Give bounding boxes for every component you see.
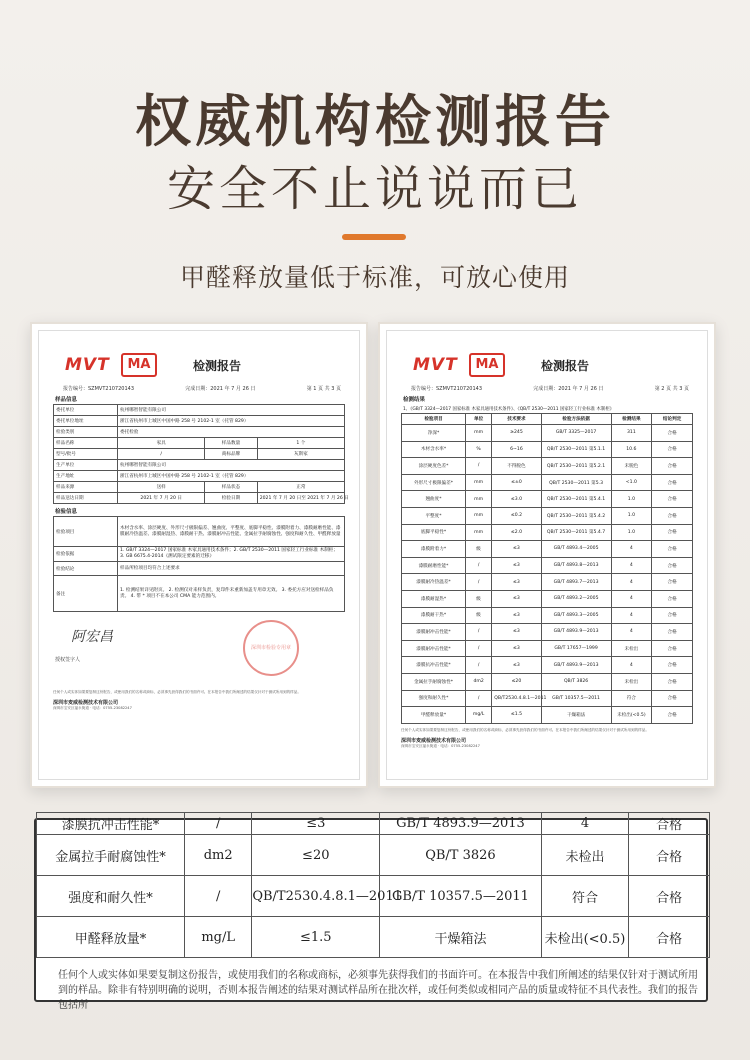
table-cell: 合格 xyxy=(652,557,693,574)
table-cell: 4 xyxy=(611,624,652,641)
table-cell: ≤3 xyxy=(492,640,541,657)
table-cell: 1.0 xyxy=(611,507,652,524)
table-cell: 合格 xyxy=(652,590,693,607)
report-date: 完成日期：2021 年 7 月 26 日 xyxy=(533,386,604,392)
table-cell: 漆膜附着力* xyxy=(402,541,466,558)
tagline: 甲醛释放量低于标准，可放心使用 xyxy=(179,263,570,292)
company-name: 深圳市麦威检测技术有限公司 xyxy=(401,737,467,744)
table-row xyxy=(54,405,345,416)
table-row xyxy=(54,471,345,482)
table-cell: QB/T 3826 xyxy=(380,835,542,876)
report-header xyxy=(401,353,693,379)
table-cell: GB/T 4893.9—2013 xyxy=(380,813,542,835)
standard-line: 1、《GB/T 3324—2017 国家标准 木家具通用技术条件》、《QB/T 2530—2011 国家轻工行业标准 木制柜》 xyxy=(403,407,614,412)
table-cell: 甲醛释放量* xyxy=(37,917,185,958)
test-section-label: 检验信息 xyxy=(55,509,78,515)
table-cell: / xyxy=(466,690,492,707)
report-number: 报告编号：SZMVT210720143 xyxy=(411,386,483,392)
table-cell: 级 xyxy=(466,590,492,607)
table-cell: 干燥箱法 xyxy=(541,707,611,724)
table-cell: 合格 xyxy=(652,541,693,558)
zoomed-results-table xyxy=(36,812,710,958)
table-cell: mm xyxy=(466,507,492,524)
table-cell: <1.0 xyxy=(611,474,652,491)
table-cell: 漆膜耐冲击性能* xyxy=(402,624,466,641)
table-cell: mg/L xyxy=(185,917,252,958)
table-cell: ≤3 xyxy=(492,624,541,641)
table-cell: 2021 年 7 月 20 日至 2021 年 7 月 26 日 xyxy=(257,493,344,504)
table-row xyxy=(54,427,345,438)
table-header-row xyxy=(402,414,693,425)
table-cell: 合格 xyxy=(652,458,693,475)
table-cell: 单位 xyxy=(466,414,492,425)
table-cell: 未检出 xyxy=(611,640,652,657)
table-row xyxy=(402,657,693,674)
table-cell: 级 xyxy=(466,607,492,624)
table-cell: 4 xyxy=(611,574,652,591)
table-cell: 委托单位 xyxy=(54,405,118,416)
table-cell: 未检出 xyxy=(611,673,652,690)
table-cell: ≤3 xyxy=(492,607,541,624)
table-row xyxy=(402,491,693,508)
table-row xyxy=(402,524,693,541)
table-row xyxy=(402,690,693,707)
table-cell: GB/T 4893.9—2013 xyxy=(541,624,611,641)
report-meta xyxy=(63,385,341,392)
table-cell: 合格 xyxy=(652,507,693,524)
table-row xyxy=(402,707,693,724)
report-title: 检测报告 xyxy=(541,359,590,373)
mvt-logo: MVT xyxy=(413,355,458,375)
table-row xyxy=(402,640,693,657)
page-title: 权威机构检测报告 xyxy=(135,90,615,155)
signature-area xyxy=(53,616,345,686)
report-date: 完成日期：2021 年 7 月 26 日 xyxy=(185,386,256,392)
table-cell: 检验类别 xyxy=(54,427,118,438)
table-cell: 合格 xyxy=(652,425,693,442)
table-row xyxy=(402,590,693,607)
hero-section xyxy=(0,0,750,300)
table-cell: 家具 xyxy=(118,438,205,449)
table-row xyxy=(37,876,710,917)
table-cell: 漆膜耐湿热* xyxy=(402,590,466,607)
table-cell: 样品状态 xyxy=(205,482,257,493)
disclaimer: 任何个人或实体如果要复制这份报告，或使用我们的名称或商标，必须事先获得我们的书面许可。在本报告中我们所阐述的结果仅针对于测试所用到的样品。 xyxy=(401,727,649,732)
table-cell: ≤20 xyxy=(252,835,380,876)
report-title: 检测报告 xyxy=(193,359,242,373)
table-row xyxy=(37,917,710,958)
table-cell: 漆膜耐冷热温差* xyxy=(402,574,466,591)
table-cell: 外形尺寸极限偏差* xyxy=(402,474,466,491)
table-cell: ≤20 xyxy=(492,673,541,690)
table-cell: mm xyxy=(466,474,492,491)
table-cell: 翘曲度* xyxy=(402,491,466,508)
table-cell: GB/T 4893.8—2013 xyxy=(541,557,611,574)
table-cell: 备注 xyxy=(54,576,118,612)
table-cell: / xyxy=(185,876,252,917)
table-row xyxy=(54,547,345,562)
table-cell: 10.6 xyxy=(611,441,652,458)
table-cell: 杭州哪智智能有限公司 xyxy=(118,460,345,471)
signature: 阿宏昌 xyxy=(71,629,113,645)
table-cell: 1.0 xyxy=(611,524,652,541)
table-cell: ≥245 xyxy=(492,425,541,442)
table-cell: GB/T 4893.2—2005 xyxy=(541,590,611,607)
table-row xyxy=(402,574,693,591)
table-cell: 4 xyxy=(611,657,652,674)
results-table xyxy=(401,413,693,724)
report-page-2 xyxy=(378,322,716,788)
table-row xyxy=(54,460,345,471)
table-cell: ≤±0 xyxy=(492,474,541,491)
table-cell: 样品送达日期 xyxy=(54,493,118,504)
table-cell: 未检出(<0.5) xyxy=(611,707,652,724)
table-cell: 技术要求 xyxy=(492,414,541,425)
table-cell: 符合 xyxy=(611,690,652,707)
table-cell: 检测结果 xyxy=(611,414,652,425)
table-row xyxy=(54,482,345,493)
table-cell: 检验项目 xyxy=(54,517,118,547)
table-row xyxy=(37,835,710,876)
table-cell: QB/T 2530—2011 第5.4.1 xyxy=(541,491,611,508)
report-header xyxy=(53,353,345,379)
company-contact: 深圳市宝安区福永街道 · 电话：0755-23082247 xyxy=(53,706,132,710)
table-cell: 合格 xyxy=(652,657,693,674)
table-cell: QB/T 3826 xyxy=(541,673,611,690)
table-cell: 合格 xyxy=(652,607,693,624)
table-row xyxy=(37,813,710,835)
table-cell: 正常 xyxy=(257,482,344,493)
table-cell: 强度和耐久性* xyxy=(37,876,185,917)
table-cell: 检验结论 xyxy=(54,562,118,576)
table-cell: 委托单位地址 xyxy=(54,416,118,427)
table-cell: 4 xyxy=(611,590,652,607)
table-cell: 4 xyxy=(611,541,652,558)
table-cell: 1. 检测结果详见附页。 2. 检测仅对来样负责，复印件未重新加盖专用章无效。 3. 委托方应对送检样品负责。 4. 带 * 项目不在本公司 CMA 能力范围内。 xyxy=(118,576,345,612)
table-cell: dm2 xyxy=(466,673,492,690)
table-cell: 合格 xyxy=(629,813,710,835)
table-row xyxy=(402,607,693,624)
table-cell: QB/T 2530—2011 第5.1.1 xyxy=(541,441,611,458)
table-cell: ≤1.5 xyxy=(492,707,541,724)
table-cell: 灰斯家 xyxy=(257,449,344,460)
table-cell: mm xyxy=(466,425,492,442)
table-row xyxy=(54,493,345,504)
table-row xyxy=(402,624,693,641)
table-cell: / xyxy=(466,458,492,475)
table-row xyxy=(54,416,345,427)
table-cell: 木材含水率* xyxy=(402,441,466,458)
table-cell: / xyxy=(466,574,492,591)
table-cell: 合格 xyxy=(652,491,693,508)
table-cell: 合格 xyxy=(652,673,693,690)
table-cell: 样品来源 xyxy=(54,482,118,493)
table-cell: ≤3 xyxy=(492,657,541,674)
table-cell: 样品所检项目均符合上述要求 xyxy=(118,562,345,576)
report-page-1 xyxy=(30,322,368,788)
table-cell: 4 xyxy=(611,557,652,574)
table-cell: 符合 xyxy=(541,876,628,917)
table-cell: 未检出(<0.5) xyxy=(541,917,628,958)
table-cell: 不得脱色 xyxy=(492,458,541,475)
table-cell: ≤1.5 xyxy=(252,917,380,958)
table-cell: GB/T 4893.7—2013 xyxy=(541,574,611,591)
report-page: 第 1 页 共 3 页 xyxy=(306,386,341,392)
table-row xyxy=(402,474,693,491)
table-cell: 送样 xyxy=(118,482,205,493)
table-cell: 强度和耐久性* xyxy=(402,690,466,707)
table-cell: mm xyxy=(466,524,492,541)
table-cell: 生产地址 xyxy=(54,471,118,482)
table-cell: GB/T 4893.3—2005 xyxy=(541,607,611,624)
table-cell: 级 xyxy=(466,541,492,558)
report-number: 报告编号：SZMVT210720143 xyxy=(63,386,135,392)
table-cell: 合格 xyxy=(652,624,693,641)
table-cell: 2021 年 7 月 20 日 xyxy=(118,493,205,504)
table-cell: QB/T 2530—2011 第5.3 xyxy=(541,474,611,491)
table-cell: 平整度* xyxy=(402,507,466,524)
table-cell: 漆膜抗冲击性能* xyxy=(37,813,185,835)
table-cell: GB/T 10357.5—2011 xyxy=(380,876,542,917)
table-cell: 检验方法依据 xyxy=(541,414,611,425)
table-cell: 6~16 xyxy=(492,441,541,458)
table-cell: 1. GB/T 3324—2017 国家标准 木家具通用技术条件；2. GB/T 2530—2011 国家轻工行业标准 木制柜；3. GB 6675.4-2014《测试限定要素的迁移》 xyxy=(118,547,345,562)
table-cell: 未检出 xyxy=(541,835,628,876)
table-cell: 浙江省杭州市上城区中国中路 258 号 2102-1 室（托管 829） xyxy=(118,471,345,482)
table-cell: GB/T 3325—2017 xyxy=(541,425,611,442)
table-cell: 浙江省杭州市上城区中国中路 258 号 2102-1 室（托管 829） xyxy=(118,416,345,427)
zoomed-disclaimer: 任何个人或实体如果要复制这份报告，或使用我们的名称或商标，必须事先获得我们的书面许可。在本报告中我们所阐述的结果仅针对于测试所用到的样品。除非有特别明确的说明，否则本报告阐述的结果对测试样品所在批次样，或任何类似或相同产品的质量或特征不具代表性。我们的报告包括所 xyxy=(58,970,698,1011)
table-row xyxy=(402,507,693,524)
table-cell: 检验日期 xyxy=(205,493,257,504)
table-cell: 合格 xyxy=(652,474,693,491)
table-cell: 漆膜耐冲击性能* xyxy=(402,640,466,657)
table-cell: GB/T 17657—1999 xyxy=(541,640,611,657)
table-cell: / xyxy=(466,657,492,674)
table-cell: 底脚平稳性* xyxy=(402,524,466,541)
table-cell: mg/L xyxy=(466,707,492,724)
table-row xyxy=(402,557,693,574)
company-contact: 深圳市宝安区福永街道 · 电话：0755-23082247 xyxy=(401,743,480,748)
table-cell: GB/T 10357.5—2011 xyxy=(541,690,611,707)
zoomed-results xyxy=(34,816,708,1011)
official-stamp: 深圳市检验专用章 xyxy=(243,620,299,676)
table-cell: QB/T2530.4.8.1—2011 xyxy=(252,876,380,917)
table-cell: 未脱色 xyxy=(611,458,652,475)
table-cell: 合格 xyxy=(652,574,693,591)
table-cell: 合格 xyxy=(652,707,693,724)
test-info-table xyxy=(53,516,345,612)
table-cell: 4 xyxy=(611,607,652,624)
report-meta xyxy=(411,385,689,392)
table-cell: 1 个 xyxy=(257,438,344,449)
table-cell: ≤3 xyxy=(252,813,380,835)
table-cell: 杭州哪智智能有限公司 xyxy=(118,405,345,416)
table-row xyxy=(402,458,693,475)
sample-section-label: 样品信息 xyxy=(55,397,78,403)
table-row xyxy=(54,438,345,449)
table-cell: 净深* xyxy=(402,425,466,442)
table-cell: 样品名称 xyxy=(54,438,118,449)
page-subtitle: 安全不止说说而已 xyxy=(166,161,583,217)
table-cell: 漆膜耐磨性能* xyxy=(402,557,466,574)
cma-logo: MA xyxy=(121,353,157,377)
table-cell: 样品数量 xyxy=(205,438,257,449)
results-section-label: 检测结果 xyxy=(403,397,426,403)
company-name: 深圳市麦威检测技术有限公司 xyxy=(53,700,119,706)
table-cell: 311 xyxy=(611,425,652,442)
table-cell: 生产单位 xyxy=(54,460,118,471)
table-cell: 合格 xyxy=(652,640,693,657)
table-cell: 商标品牌 xyxy=(205,449,257,460)
table-cell: QB/T 2530—2011 第5.2.1 xyxy=(541,458,611,475)
table-cell: ≤2.0 xyxy=(492,524,541,541)
sample-info-table xyxy=(53,404,349,504)
table-row xyxy=(402,441,693,458)
accent-divider xyxy=(342,234,406,240)
table-cell: 合格 xyxy=(652,690,693,707)
table-cell: 干燥箱法 xyxy=(380,917,542,958)
table-cell: / xyxy=(466,624,492,641)
report-page: 第 2 页 共 3 页 xyxy=(654,386,689,392)
table-row xyxy=(402,673,693,690)
table-cell: / xyxy=(118,449,205,460)
table-cell: ≤3 xyxy=(492,557,541,574)
table-cell: 甲醛释放量* xyxy=(402,707,466,724)
table-cell: 合格 xyxy=(629,835,710,876)
table-row xyxy=(54,576,345,612)
table-cell: QB/T2530.4.8.1—2011 xyxy=(492,690,541,707)
table-cell: / xyxy=(185,813,252,835)
table-cell: 金属拉手耐腐蚀性* xyxy=(37,835,185,876)
table-row xyxy=(54,562,345,576)
cma-logo: MA xyxy=(469,353,505,377)
table-cell: 涂层硬度色差* xyxy=(402,458,466,475)
table-cell: 1.0 xyxy=(611,491,652,508)
table-cell: 漆膜耐干热* xyxy=(402,607,466,624)
table-cell: ≤3 xyxy=(492,541,541,558)
table-cell: % xyxy=(466,441,492,458)
table-row xyxy=(54,517,345,547)
table-cell: 型号/批号 xyxy=(54,449,118,460)
mvt-logo: MVT xyxy=(65,355,110,375)
table-cell: 4 xyxy=(541,813,628,835)
table-row xyxy=(54,449,345,460)
table-cell: dm2 xyxy=(185,835,252,876)
table-cell: ≤3.0 xyxy=(492,491,541,508)
table-cell: ≤3 xyxy=(492,574,541,591)
table-cell: ≤3 xyxy=(492,590,541,607)
table-cell: GB/T 4893.9—2013 xyxy=(541,657,611,674)
table-cell: 检验项目 xyxy=(402,414,466,425)
table-cell: 漆膜抗冲击性能* xyxy=(402,657,466,674)
table-cell: 结论判定 xyxy=(652,414,693,425)
table-cell: QB/T 2530—2011 第5.4.7 xyxy=(541,524,611,541)
signer-label: 授权签字人 xyxy=(55,657,81,663)
table-cell: 合格 xyxy=(652,524,693,541)
table-cell: 合格 xyxy=(652,441,693,458)
table-cell: mm xyxy=(466,491,492,508)
table-cell: 合格 xyxy=(629,917,710,958)
table-cell: / xyxy=(466,557,492,574)
table-row xyxy=(402,541,693,558)
table-cell: 委托检验 xyxy=(118,427,345,438)
table-row xyxy=(402,425,693,442)
table-cell: ≤0.2 xyxy=(492,507,541,524)
table-cell: 木材含水率、涂层硬度、外形尺寸极限偏差、翘曲度、平整度、底脚平稳性、漆膜附着力、漆膜耐磨性能、漆膜耐冷热温差、漆膜耐湿热、漆膜耐干热、漆膜耐冲击性能、金属拉手耐腐蚀性、强度和耐久性、甲醛释放量 xyxy=(118,517,345,547)
table-cell: 合格 xyxy=(629,876,710,917)
table-cell: 检验依据 xyxy=(54,547,118,562)
table-cell: 金属拉手耐腐蚀性* xyxy=(402,673,466,690)
table-cell: / xyxy=(466,640,492,657)
disclaimer: 任何个人或实体如果要复制这份报告，或使用我们的名称或商标，必须事先获得我们的书面许可。在本报告中我们所阐述的结果仅针对于测试所用到的样品。 xyxy=(53,690,301,694)
table-cell: QB/T 2530—2011 第5.4.2 xyxy=(541,507,611,524)
table-cell: GB/T 4893.4—2005 xyxy=(541,541,611,558)
